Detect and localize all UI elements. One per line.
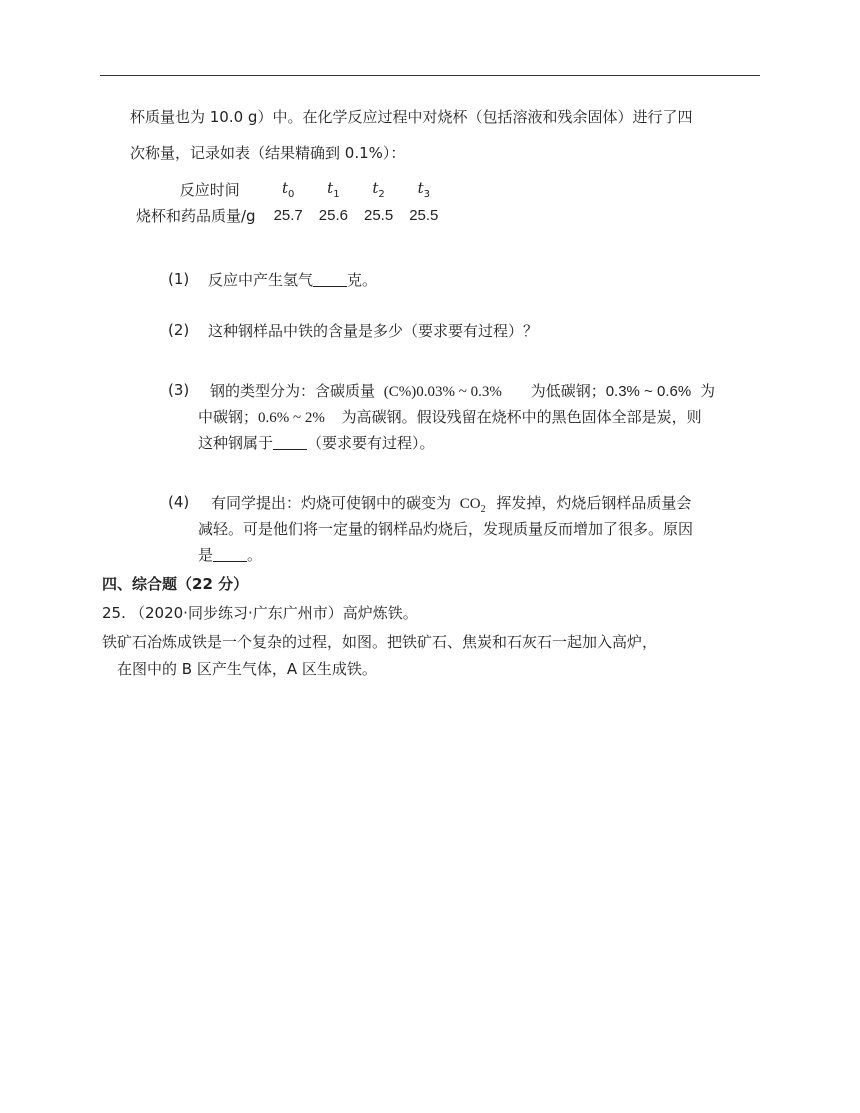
table-row — [130, 202, 446, 228]
header-rule — [100, 75, 760, 76]
answer-blank — [213, 547, 247, 562]
carbon-range-low: (C%)0.03% ~ 0.3% — [383, 384, 502, 400]
mass-value: 25.6 — [318, 206, 348, 224]
time-cell: $t_2$ — [372, 178, 385, 200]
co2-formula: $CO_2$ — [459, 496, 486, 515]
answer-blank — [313, 272, 347, 287]
question-2: 这种钢样品中铁的含量是多少（要求要有过程）？ — [208, 322, 539, 340]
section-title: 四、综合题（22 分） — [102, 575, 249, 593]
question-25-source: （2020·同步练习·广东广州市）高炉炼铁。 — [130, 604, 418, 622]
question-4-line-1: 有同学提出：灼烧可使钢中的碳变为 $CO_2$ 挥发掉，灼烧后钢样品质量会 — [211, 494, 692, 515]
question-3-line-1: 钢的类型分为：含碳质量 (C%)0.03% ~ 0.3% 为低碳钢；0.3% ~ 0.6% 为 — [210, 382, 715, 400]
table-header-label: 反应时间 — [179, 180, 240, 199]
question-1-number: (1) — [168, 270, 190, 288]
time-cell: $t_3$ — [417, 178, 430, 200]
carbon-range-mid: 0.3% ~ 0.6% — [605, 383, 692, 400]
question-3-number: (3) — [168, 381, 190, 399]
mass-value: 25.7 — [273, 206, 303, 224]
carbon-range-high: 0.6% ~ 2% — [258, 410, 325, 426]
question-1: 反应中产生氢气 克。 — [208, 271, 378, 289]
question-4-line-3: 是 。 — [198, 546, 263, 564]
answer-blank — [273, 435, 307, 450]
question-3-line-3: 这种钢属于 （要求要有过程）。 — [198, 434, 435, 452]
table-header-row — [130, 176, 446, 202]
question-25-line-1: 铁矿石冶炼成铁是一个复杂的过程，如图。把铁矿石、焦炭和石灰石一起加入高炉， — [102, 633, 658, 651]
mass-value: 25.5 — [363, 206, 394, 224]
intro-line-1: 杯质量也为 10.0 g）中。在化学反应过程中对烧杯（包括溶液和残余固体）进行了四 — [130, 108, 693, 126]
question-25-number: 25. — [102, 604, 126, 622]
question-25-line-2: 在图中的 B 区产生气体，A 区生成铁。 — [117, 660, 377, 678]
table-row-label: 烧杯和药品质量/g — [136, 206, 256, 225]
question-3-line-2: 中碳钢；0.6% ~ 2% 为高碳钢。假设残留在烧杯中的黑色固体全部是炭，则 — [198, 408, 702, 426]
mass-table — [130, 176, 446, 228]
question-2-number: (2) — [168, 321, 190, 339]
question-4-line-2: 减轻。可是他们将一定量的钢样品灼烧后，发现质量反而增加了很多。原因 — [198, 520, 694, 538]
time-cell: $t_1$ — [327, 178, 340, 200]
mass-value: 25.5 — [409, 206, 439, 224]
time-cell: $t_0$ — [281, 178, 295, 200]
question-4-number: (4) — [168, 493, 190, 511]
intro-line-2: 次称量，记录如表（结果精确到 0.1%）： — [130, 144, 406, 162]
